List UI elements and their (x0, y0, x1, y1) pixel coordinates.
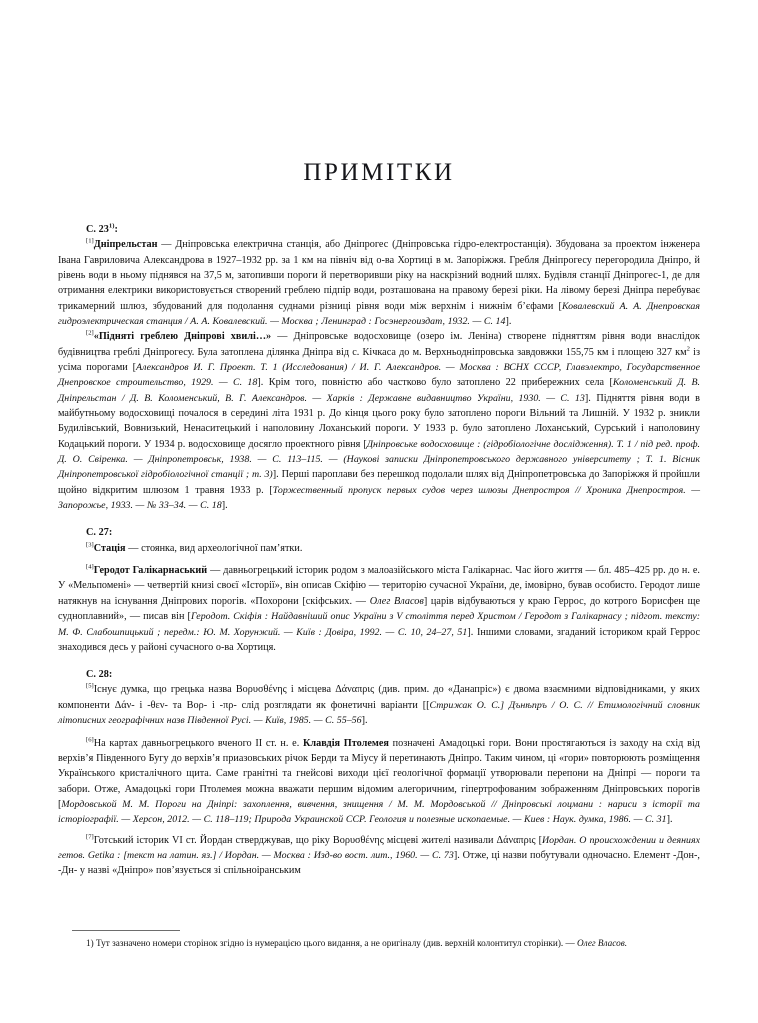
section-heading-label-28: С. 28 (86, 669, 109, 681)
note-citation-1: Ковалевский А. А. Днепровская гидроэлектрическая станция / А. А. Ковалевский. — Москва ; Ленинград : Госэнергоиздат, 1932. — С. 14 (58, 300, 700, 328)
section-heading-page-27 (86, 525, 700, 540)
note-body-2a: — Дніпровське водосховище (озеро ім. Леніна) створене підняттям рівня води внаслідок будівництва греблі Дніпрогесу. Була затоплена ділянка Дніпра від с. Кічкаса до м. Верхньодніпровська завдовжки 155,75 км і площею 327 км (58, 331, 700, 358)
note-citation-2b: Коломенський Д. В. Дніпрельстан / Д. В. Коломенський, В. Г. Александров. — Харків : Державне видавництво України, 1930. — С. 13 (58, 377, 701, 404)
note-citation-2c: Дніпровське водосховище : (гідробіологічне дослідження). Т. 1 / під ред. проф. Д. О. Свіренка. — Дніпропетровськ, 1938. — С. 113–115. — (Наукові записки Дніпропетровського державного університету ; Т. 1. Вісник Дніпропетровської гідробіологічної станції ; т. 3) (58, 438, 700, 481)
section-heading-label-27: С. 27 (86, 527, 109, 539)
note-tail-1: ]. (505, 316, 512, 328)
note-inline-attribution-4: Олег Власов (369, 595, 424, 607)
note-superscript-area-unit: 2 (686, 345, 690, 353)
note-lemma-1: Дніпрельстан (93, 239, 158, 251)
section-heading-label: С. 23 (86, 224, 109, 235)
note-tail-2: ]. (221, 500, 228, 512)
section-heading-suffix: : (114, 224, 118, 235)
note-spacer-3-4 (58, 556, 700, 563)
note-body-5: Існує думка, що грецька назва Βορυσθένης і місцева Δάναπρις (див. прим. до «Данапріс») є двома взаємними відповідниками, у яких компоненти Δάν- і -θεν- та Βορ- і -πρ- слід розглядати як фонетичні варіанти [[ (58, 684, 700, 711)
section-heading-footnote-marker: 1) (108, 222, 115, 230)
footnote-separator-rule (72, 930, 180, 931)
footnote-text (58, 937, 700, 951)
note-item-2 (58, 329, 700, 513)
note-tail-7: ]. Отже, ці назви побутували одночасно. Елемент -Дон-, -Дн- у назві «Дніпро» пов’язується зі спільноіранським (58, 849, 700, 877)
footnote-body: Тут зазначено номери сторінок згідно із нумерацією цього видання, а не оригіналу (див. верхній колонтитул сторінки). — (93, 938, 578, 948)
note-spacer-5-6 (58, 729, 700, 736)
note-citation-4: Геродот. Скіфія : Найдавніший опис України з V століття перед Христом / Геродот з Галікарнасу ; підгот. тексту: М. Ф. Слабошпицький ; передм.: Ю. М. Хорунжий. — Київ : Довіра, 1992. — С. 10, 24–27, 51 (58, 611, 700, 638)
footnote-area (58, 930, 700, 951)
note-body-1: — Дніпровська електрична станція, або Дніпрогес (Дніпровська гідро-електростанція). Збудована за проектом інженера Івана Гавриловича Александрова в 1927–1932 рр. за 1 км на північ від о-ва Хортиці в м. Запоріжжя. Гребля Дніпрогесу перегородила Дніпро, й рівень води в ньому піднявся на 37,5 м, затопивши пороги й перетворивши ріку на наскрізний водний шлях. Будівля станції Дніпрогес-1, де для отримання електрики використовується створений греблею підпір води, розташована на правому березі ріки. На лівому березі Дніпра перебуває трикамерний шлюз, збудований для подолання суднами різниці рівня води між верхнім і нижнім б’єфами [ (58, 239, 700, 312)
note-marker-1: [1] (86, 237, 94, 245)
note-body-7: Готський історик VI ст. Йордан стверджував, що ріку Βορυσθένης місцеві жителі називали Δάναπρις [ (93, 834, 542, 846)
note-body-3: — стоянка, вид археологічної пам’ятки. (125, 542, 303, 554)
note-citation-5: Стрижак О. С.] Дънѣпръ / О. С. // Етимологічний словник літописних географічних назв Південної Русі. — Київ, 1985. — С. 55–56 (58, 699, 700, 727)
note-lemma-4: Геродот Галікарнаський (93, 565, 208, 577)
note-marker-5: [5] (86, 683, 94, 691)
page-title: ПРИМІТКИ (303, 158, 455, 186)
note-body-2d: ]. Підняття рівня води в майбутньому водосховищі почалося в середині літа 1931 р. До кінця цього року було затоплено пороги Вільний та Лишній. У 1932 р. зникли Будилівський, Вовнизький, Ненаситецький і наполовину Лоханський пороги. У 1933 р. було затоплено Лоханський, Сурський і наполовину Кодацький пороги. У 1934 р. водосховище досягло проектного рівня [ (58, 392, 700, 450)
notes-content (58, 222, 700, 879)
footnote-author: Олег Власов. (577, 938, 628, 948)
note-item-1 (58, 237, 700, 329)
note-tail-6: ]. (666, 814, 673, 826)
note-marker-2: [2] (86, 329, 94, 337)
note-body-2e: ]. Перші пароплави без перешкод подолали шлях від Дніпропетровська до Запоріжжя й пройшли щойно відкритим шлюзом 1 травня 1933 р. [ (58, 469, 700, 496)
section-heading-page-28 (86, 667, 700, 682)
note-lemma-6: Клавдія Птолемея (303, 737, 389, 749)
note-item-5 (58, 682, 700, 728)
note-tail-5: ]. (361, 715, 368, 727)
note-lemma-2: «Підняті греблею Дніпрові хвилі…» (93, 331, 272, 343)
note-body-6pre: На картах давньогрецького вченого II ст. н. е. (93, 737, 303, 749)
note-marker-3: [3] (86, 541, 94, 549)
note-citation-6: Мордовськой М. М. Пороги на Дніпрі: захоплення, вивчення, знищення / М. М. Мордовськой // Дніпровські лоцмани : нариси з історії та історіографії. — Херсон, 2012. — С. 118–119; Природа Украинской ССР. Геология и полезные ископаемые. — Киев : Наук. думка, 1986. — С. 31 (58, 798, 700, 826)
note-body-2b: із усіма порогами [ (58, 346, 701, 374)
note-marker-4: [4] (86, 563, 94, 571)
note-marker-6: [6] (86, 736, 94, 744)
note-citation-2a: Александров И. Г. Проект. Т. 1 (Исследования) / И. Г. Александров. — Москва : ВСНХ СССР, Главэлектро, Государственное Днепровское строительство, 1929. — С. 18 (58, 362, 700, 389)
note-marker-7: [7] (86, 833, 94, 841)
note-citation-2d: Торжественный пропуск первых судов через шлюзы Днепростроя // Хроника Днепростроя. — Запорожье, 1933. — № 33–34. — С. 18 (58, 484, 700, 512)
note-body-2c: ]. Крім того, повністю або частково було затоплено 22 прибережних села [ (257, 377, 613, 389)
note-lemma-3: Стація (93, 542, 126, 554)
note-tail-4: ]. Іншими словами, згаданий істориком край Геррос знаходився десь у районі сучасного о-ва Хортиця. (58, 626, 700, 653)
note-body-4a: — давньогрецький історик родом з малоазійського міста Галікарнас. Час його життя — бл. 485–425 рр. до н. е. У «Мельпомені» — четвертій книзі своєї «Історії», він описав Скіфію — територію сучасної України, де, імовірно, бував особисто. Геродот лише натякнув на існування Дніпрових порогів. «Похорони [скіфських. — (58, 565, 700, 607)
note-item-4 (58, 563, 700, 655)
section-gap-28 (58, 655, 700, 667)
note-item-3 (58, 541, 700, 556)
note-item-7 (58, 833, 700, 879)
section-heading-suffix-27: : (108, 527, 113, 539)
section-gap-27 (58, 513, 700, 525)
note-citation-7: Иордан. О происхождении и деяниях гетов. Getika : [текст на латин. яз.] / Иордан. — Москва : Изд-во вост. лит., 1960. — С. 73 (58, 834, 700, 861)
note-item-6 (58, 736, 700, 828)
section-heading-suffix-28: : (108, 669, 113, 681)
note-body-6: позначені Амадоцькі гори. Вони простягаються із заходу на схід від верхів’я Південного Бугу до верхів’я приазовських річок Берди та Міусу й перетинають Дніпро. Таким чином, ці «гори» повторюють розміщення Українського кристалічного щита. Саме гранітні та гнейсові виходи цієї геологічної формації утворювали перепони на Дніпрі — пороги та забори. Отже, Амадоцькі гори Птолемея можна вважати першим відомим алегоричним, гіпертрофованим зображенням Дніпровських порогів [ (58, 737, 700, 810)
note-body-4b: ] царів відбуваються у краю Геррос, до котрого Борисфен ще судноплавний», — писав він [ (58, 595, 700, 623)
section-heading-page-23 (86, 222, 700, 237)
footnote-number: 1) (86, 938, 94, 948)
